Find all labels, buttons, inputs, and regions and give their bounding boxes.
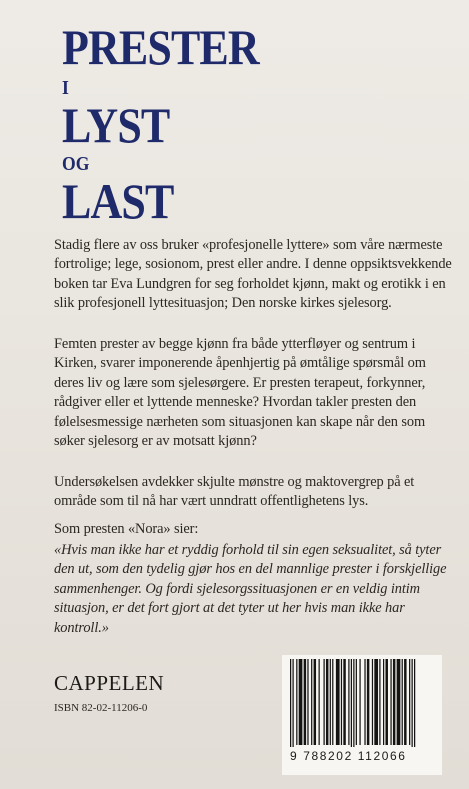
barcode-bar: [404, 659, 406, 745]
quote-intro: [54, 520, 452, 539]
barcode-bar: [402, 659, 403, 745]
barcode-bar: [304, 659, 306, 745]
paragraph-text: Undersøkelsen avdekker skjulte mønstre og maktovergrep på et område som til nå har vært unndratt offentlighetens lys.: [54, 474, 415, 510]
barcode-bar: [364, 659, 365, 745]
barcode-bar: [353, 659, 354, 747]
title-line-lyst: LYST: [62, 97, 170, 153]
blurb-paragraph-1: [54, 236, 452, 314]
barcode-bar: [323, 659, 324, 745]
blurb-paragraph-3: [54, 473, 452, 512]
barcode-bar: [348, 659, 349, 745]
barcode-bar: [372, 659, 373, 745]
title-line-prester: PRESTER: [62, 19, 259, 75]
title-line-last: LAST: [62, 173, 174, 229]
barcode-bar: [383, 659, 384, 745]
barcode-bar: [393, 659, 395, 745]
paragraph-text: Stadig flere av oss bruker «profesjonelle lyttere» som våre nærmeste fortrolige; lege, sosionom, prest eller andre. I denne oppsiktsvekkende boken tar Eva Lundgren for seg forholdet kjønn, makt og erotikk i en slik profesjonell lyttesituasjon; Den norske kirkes sjelesorg.: [54, 237, 452, 312]
barcode-bar: [397, 659, 401, 745]
barcode-bar: [319, 659, 320, 745]
title-line-i: I: [62, 77, 69, 99]
ean13-barcode-icon: [290, 659, 436, 747]
barcode-bar: [412, 659, 413, 747]
barcode-bar: [307, 659, 308, 745]
paragraph-text: Som presten «Nora» sier:: [54, 521, 199, 537]
barcode-bar: [299, 659, 303, 745]
barcode-bar: [311, 659, 312, 745]
barcode-bar: [390, 659, 391, 745]
barcode-bar: [336, 659, 340, 745]
blurb-paragraph-2: [54, 335, 452, 451]
barcode-area: [282, 655, 442, 775]
publisher-name: CAPPELEN: [54, 671, 165, 695]
barcode-bar: [379, 659, 380, 745]
barcode-bar: [409, 659, 410, 745]
barcode-bar: [359, 659, 360, 745]
isbn-number: ISBN 82-02-11206-0: [54, 702, 148, 714]
barcode-bar: [292, 659, 293, 747]
barcode-bar: [385, 659, 387, 745]
barcode-bar: [414, 659, 415, 747]
barcode-bar: [374, 659, 378, 745]
barcode-bar: [356, 659, 357, 745]
barcode-bar: [351, 659, 352, 747]
barcode-bar: [367, 659, 369, 745]
barcode-bar: [314, 659, 316, 745]
barcode-digits: 9 788202 112066: [290, 749, 407, 763]
barcode-bar: [332, 659, 333, 745]
barcode-bar: [296, 659, 297, 745]
title-line-og: OG: [62, 153, 90, 175]
barcode-bar: [343, 659, 345, 745]
barcode-bar: [326, 659, 328, 745]
barcode-bar: [330, 659, 331, 745]
paragraph-text: «Hvis man ikke har et ryddig forhold til sin egen seksualitet, så tyter den ut, som den tydelig gjør hos en del mannlige prester i forskjellige sammenhenger. Og fordi sjelesorgssituasjonen er en veldig intim situasjon, er det fort gjort at det tyter ut her hvis man ikke har kontroll.»: [54, 542, 447, 636]
barcode-bar: [290, 659, 291, 747]
quote-text: [54, 541, 452, 638]
paragraph-text: Femten prester av begge kjønn fra både ytterfløyer og sentrum i Kirken, svarer imponerende åpenhjertig på ømtålige spørsmål om deres liv og lære som sjelesørgere. Er presten terapeut, forkynner, rådgiver eller et lyttende menneske? Hvordan takler presten den følelsesmessige nærheten som situasjonen kan skape når den som søker sjelesorg er av motsatt kjønn?: [54, 336, 426, 450]
barcode-bar: [341, 659, 342, 745]
